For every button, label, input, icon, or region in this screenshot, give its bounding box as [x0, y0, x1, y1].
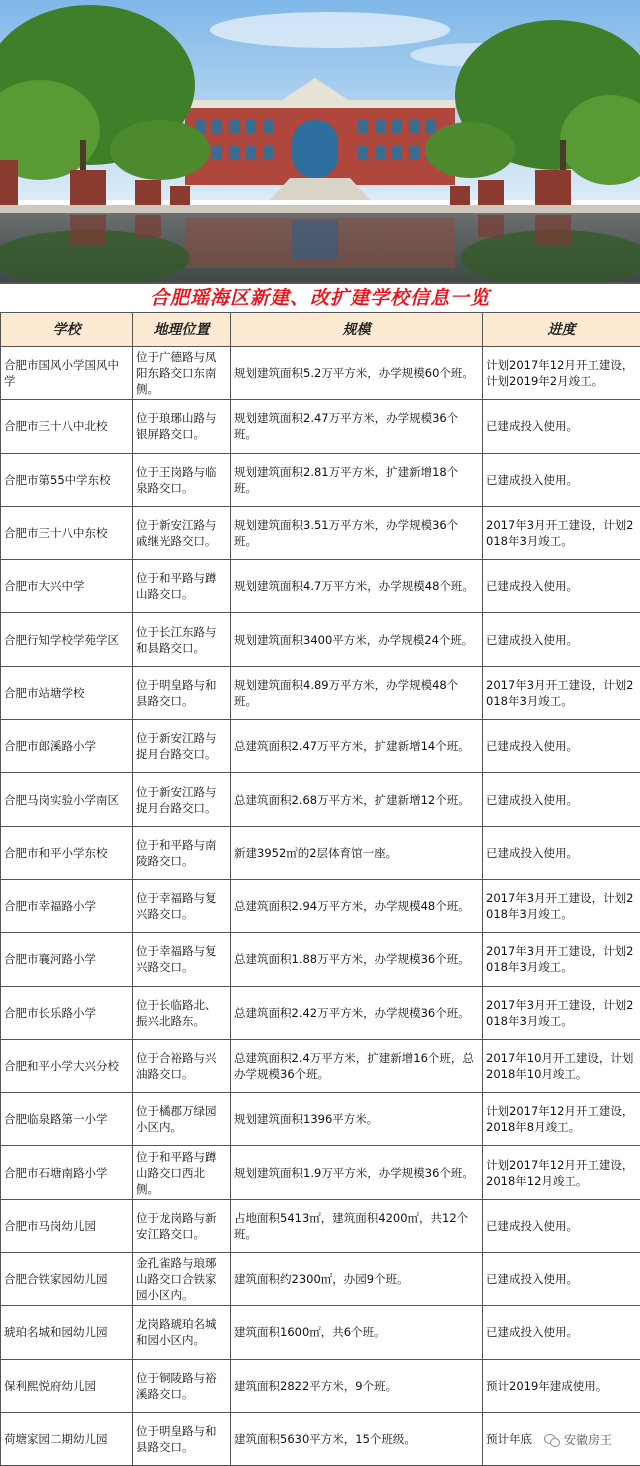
cell-school: 合肥市襄河路小学 — [1, 933, 133, 986]
cell-school: 保利熙悦府幼儿园 — [1, 1359, 133, 1412]
cell-location: 位于龙岗路与新安江路交口。 — [133, 1199, 231, 1252]
cell-school: 合肥行知学校学苑学区 — [1, 613, 133, 666]
cell-progress: 已建成投入使用。 — [483, 720, 640, 773]
table-row — [1, 773, 640, 826]
cell-location: 位于新安江路与戚继光路交口。 — [133, 506, 231, 559]
table-row — [1, 933, 640, 986]
cell-location: 位于橘郡万绿园小区内。 — [133, 1093, 231, 1146]
cell-location: 位于和平路与蹲山路交口西北侧。 — [133, 1146, 231, 1199]
cell-scale: 总建筑面积1.88万平方米，办学规模36个班。 — [231, 933, 483, 986]
cell-location: 位于明皇路与和县路交口。 — [133, 666, 231, 719]
cell-progress: 计划2017年12月开工建设，2018年8月竣工。 — [483, 1093, 640, 1146]
cell-school: 合肥市国风小学国风中学 — [1, 347, 133, 400]
table-row — [1, 986, 640, 1039]
cell-location: 金孔雀路与琅琊山路交口合铁家园小区内。 — [133, 1253, 231, 1306]
wechat-icon — [544, 1433, 560, 1447]
table-row — [1, 1146, 640, 1199]
cell-location: 位于长江东路与和县路交口。 — [133, 613, 231, 666]
cell-progress: 2017年3月开工建设，计划2018年3月竣工。 — [483, 986, 640, 1039]
table-row — [1, 720, 640, 773]
cell-school: 合肥市三十八中北校 — [1, 400, 133, 453]
table-row — [1, 1306, 640, 1359]
cell-school: 合肥市三十八中东校 — [1, 506, 133, 559]
cell-scale: 规划建筑面积4.7万平方米，办学规模48个班。 — [231, 560, 483, 613]
cell-scale: 建筑面积约2300㎡，办园9个班。 — [231, 1253, 483, 1306]
cell-school: 合肥市石塘南路小学 — [1, 1146, 133, 1199]
cell-progress: 计划2017年12月开工建设，计划2019年2月竣工。 — [483, 347, 640, 400]
school-info-table — [0, 312, 640, 1466]
cell-progress: 2017年3月开工建设，计划2018年3月竣工。 — [483, 879, 640, 932]
table-row — [1, 826, 640, 879]
table-row — [1, 879, 640, 932]
account-watermark — [538, 1429, 618, 1450]
cell-school: 琥珀名城和园幼儿园 — [1, 1306, 133, 1359]
table-row — [1, 1253, 640, 1306]
cell-progress: 已建成投入使用。 — [483, 560, 640, 613]
cell-location: 位于和平路与蹲山路交口。 — [133, 560, 231, 613]
cell-location: 位于明皇路与和县路交口。 — [133, 1412, 231, 1465]
cell-scale: 规划建筑面积2.47万平方米，办学规模36个班。 — [231, 400, 483, 453]
cell-scale: 建筑面积2822平方米，9个班。 — [231, 1359, 483, 1412]
table-row — [1, 560, 640, 613]
cell-school: 合肥市郎溪路小学 — [1, 720, 133, 773]
table-row — [1, 1199, 640, 1252]
cell-progress: 已建成投入使用。 — [483, 453, 640, 506]
cell-scale: 总建筑面积2.94万平方米，办学规模48个班。 — [231, 879, 483, 932]
table-row — [1, 666, 640, 719]
cell-scale: 新建3952㎡的2层体育馆一座。 — [231, 826, 483, 879]
cell-progress: 已建成投入使用。 — [483, 613, 640, 666]
cell-scale: 建筑面积5630平方米，15个班级。 — [231, 1412, 483, 1465]
cell-school: 荷塘家园二期幼儿园 — [1, 1412, 133, 1465]
cell-school: 合肥临泉路第一小学 — [1, 1093, 133, 1146]
cell-school: 合肥市长乐路小学 — [1, 986, 133, 1039]
cell-location: 位于幸福路与复兴路交口。 — [133, 879, 231, 932]
cell-school: 合肥市大兴中学 — [1, 560, 133, 613]
table-row — [1, 1039, 640, 1092]
campus-photo — [0, 0, 640, 282]
cell-location: 位于新安江路与捉月台路交口。 — [133, 720, 231, 773]
cell-progress: 已建成投入使用。 — [483, 1253, 640, 1306]
cell-school: 合肥马岗实验小学南区 — [1, 773, 133, 826]
cell-progress: 已建成投入使用。 — [483, 826, 640, 879]
cell-school: 合肥合铁家园幼儿园 — [1, 1253, 133, 1306]
cell-school: 合肥市幸福路小学 — [1, 879, 133, 932]
cell-scale: 规划建筑面积5.2万平方米，办学规模60个班。 — [231, 347, 483, 400]
cell-scale: 规划建筑面积3.51万平方米，办学规模36个班。 — [231, 506, 483, 559]
cell-school: 合肥市站塘学校 — [1, 666, 133, 719]
table-row — [1, 347, 640, 400]
cell-location: 位于长临路北、振兴北路东。 — [133, 986, 231, 1039]
header-school: 学校 — [1, 313, 133, 347]
header-row — [1, 313, 640, 347]
cell-scale: 总建筑面积2.4万平方米，扩建新增16个班，总办学规模36个班。 — [231, 1039, 483, 1092]
table-row — [1, 1359, 640, 1412]
header-location: 地理位置 — [133, 313, 231, 347]
cell-scale: 总建筑面积2.68万平方米，扩建新增12个班。 — [231, 773, 483, 826]
cell-scale: 规划建筑面积1.9万平方米，办学规模36个班。 — [231, 1146, 483, 1199]
cell-progress: 预计年底 — [483, 1412, 640, 1465]
cell-scale: 规划建筑面积3400平方米，办学规模24个班。 — [231, 613, 483, 666]
cell-progress: 已建成投入使用。 — [483, 1199, 640, 1252]
cell-school: 合肥和平小学大兴分校 — [1, 1039, 133, 1092]
cell-progress: 已建成投入使用。 — [483, 400, 640, 453]
cell-location: 位于琅琊山路与银屏路交口。 — [133, 400, 231, 453]
header-progress: 进度 — [483, 313, 640, 347]
cell-scale: 占地面积5413㎡，建筑面积4200㎡，共12个班。 — [231, 1199, 483, 1252]
table-row — [1, 1093, 640, 1146]
cell-scale: 规划建筑面积1396平方米。 — [231, 1093, 483, 1146]
cell-location: 位于新安江路与捉月台路交口。 — [133, 773, 231, 826]
cell-location: 位于合裕路与兴油路交口。 — [133, 1039, 231, 1092]
cell-progress: 2017年3月开工建设，计划2018年3月竣工。 — [483, 666, 640, 719]
watermark-text: 安徽房王 — [563, 1433, 612, 1447]
cell-scale: 建筑面积1600㎡，共6个班。 — [231, 1306, 483, 1359]
cell-scale: 规划建筑面积4.89万平方米，办学规模48个班。 — [231, 666, 483, 719]
cell-scale: 规划建筑面积2.81万平方米，扩建新增18个班。 — [231, 453, 483, 506]
cell-location: 位于王岗路与临泉路交口。 — [133, 453, 231, 506]
table-title-bar — [0, 282, 640, 312]
cell-progress: 预计2019年建成使用。 — [483, 1359, 640, 1412]
table-row — [1, 400, 640, 453]
cell-location: 位于铜陵路与裕溪路交口。 — [133, 1359, 231, 1412]
table-row — [1, 453, 640, 506]
cell-school: 合肥市第55中学东校 — [1, 453, 133, 506]
cell-location: 位于和平路与南陵路交口。 — [133, 826, 231, 879]
cell-scale: 总建筑面积2.42万平方米，办学规模36个班。 — [231, 986, 483, 1039]
table-row — [1, 613, 640, 666]
table-title: 合肥瑶海区新建、改扩建学校信息一览 — [149, 287, 490, 309]
cell-progress: 已建成投入使用。 — [483, 1306, 640, 1359]
table-row — [1, 506, 640, 559]
cell-location: 位于广德路与凤阳东路交口东南侧。 — [133, 347, 231, 400]
cell-progress: 2017年3月开工建设，计划2018年3月竣工。 — [483, 506, 640, 559]
cell-school: 合肥市和平小学东校 — [1, 826, 133, 879]
cell-progress: 2017年10月开工建设，计划2018年10月竣工。 — [483, 1039, 640, 1092]
cell-school: 合肥市马岗幼儿园 — [1, 1199, 133, 1252]
cell-progress: 计划2017年12月开工建设，2018年12月竣工。 — [483, 1146, 640, 1199]
cell-progress: 2017年3月开工建设，计划2018年3月竣工。 — [483, 933, 640, 986]
header-scale: 规模 — [231, 313, 483, 347]
cell-scale: 总建筑面积2.47万平方米，扩建新增14个班。 — [231, 720, 483, 773]
cell-location: 位于幸福路与复兴路交口。 — [133, 933, 231, 986]
cell-progress: 已建成投入使用。 — [483, 773, 640, 826]
cell-location: 龙岗路琥珀名城和园小区内。 — [133, 1306, 231, 1359]
